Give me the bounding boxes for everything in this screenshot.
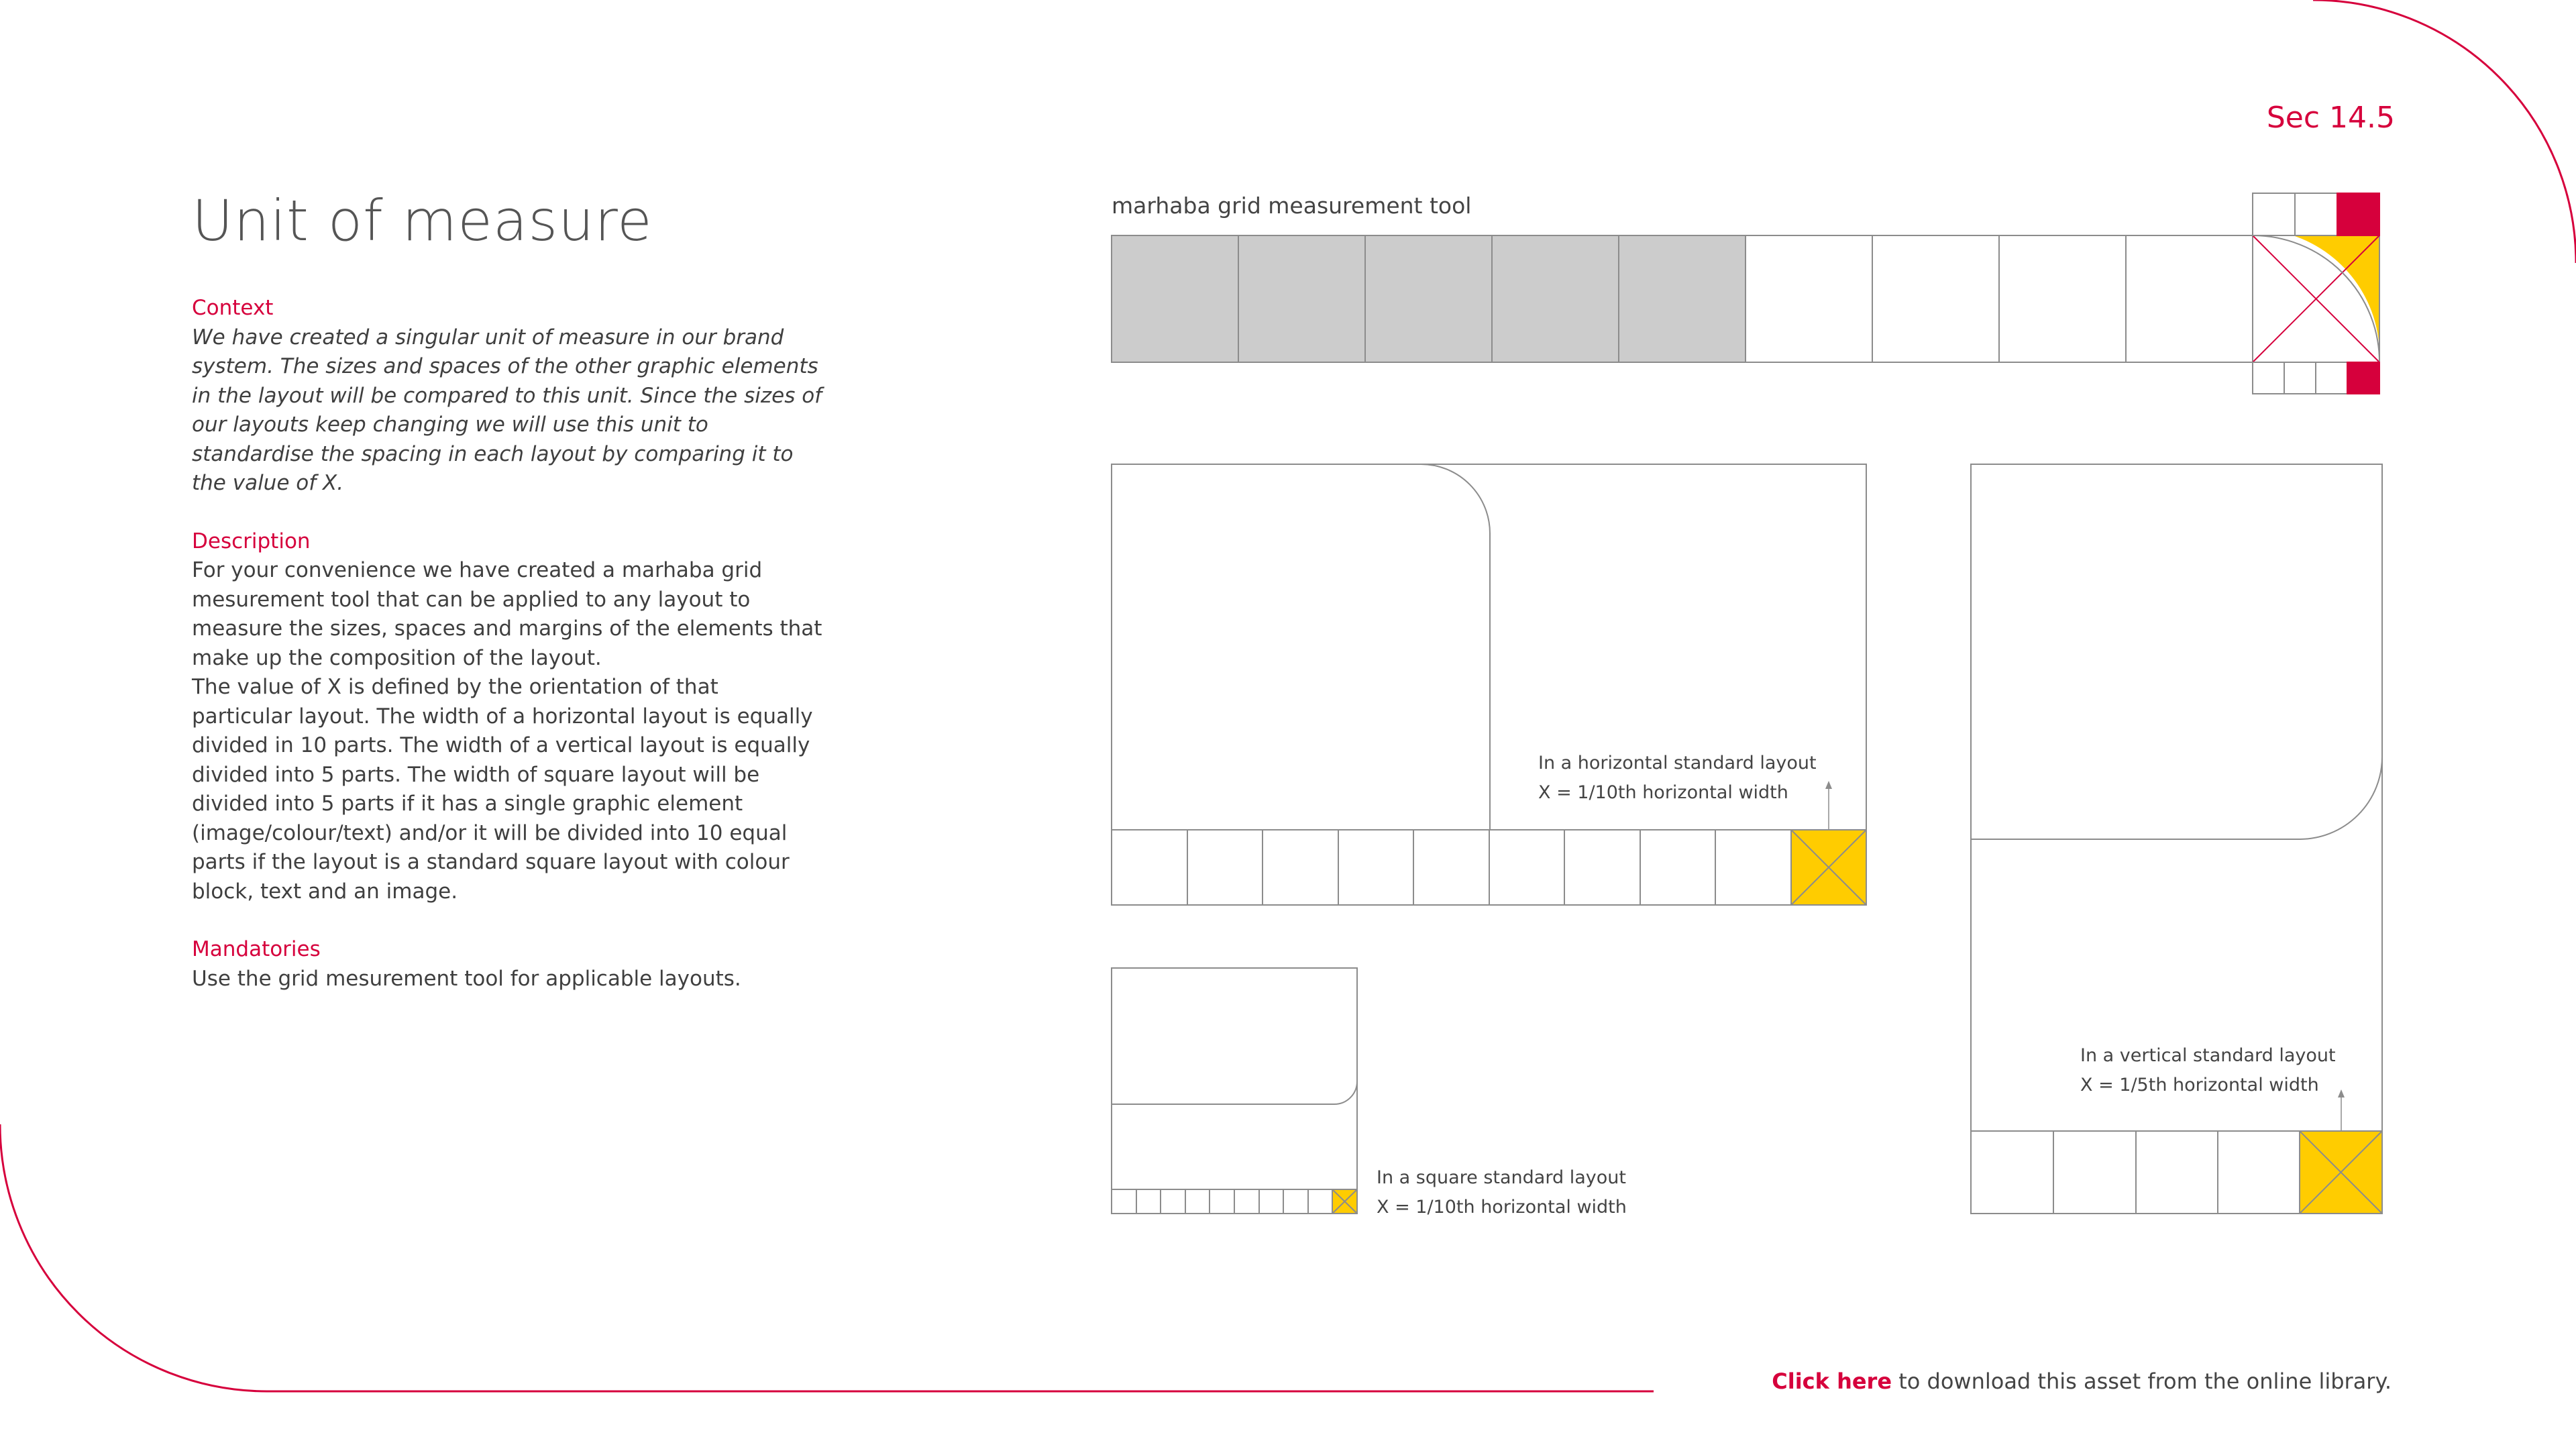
vertical-note-line-1: In a vertical standard layout bbox=[2080, 1045, 2336, 1066]
vertical-note-line-2: X = 1/5th horizontal width bbox=[2080, 1075, 2319, 1095]
square-note-line-2: X = 1/10th horizontal width bbox=[1377, 1197, 1627, 1218]
horizontal-layout-diagram bbox=[1112, 464, 1866, 905]
footer-download bbox=[1772, 1368, 2392, 1394]
horizontal-note-line-1: In a horizontal standard layout bbox=[1538, 753, 1817, 773]
page-title: Unit of measure bbox=[192, 188, 653, 254]
body-copy bbox=[192, 294, 822, 994]
tool-label: marhaba grid measurement tool bbox=[1112, 193, 1472, 219]
unit-cell-yellow-corner bbox=[2293, 235, 2379, 362]
mandatories-text: Use the grid mesurement tool for applicable layouts. bbox=[192, 966, 741, 991]
mandatories-heading: Mandatories bbox=[192, 937, 321, 961]
description-heading: Description bbox=[192, 529, 311, 553]
footer-text: to download this asset from the online library. bbox=[1892, 1368, 2392, 1394]
square-note-line-1: In a square standard layout bbox=[1377, 1167, 1626, 1188]
unit-cell-detail bbox=[2253, 193, 2379, 394]
download-link[interactable]: Click here bbox=[1772, 1368, 1892, 1394]
unit-cell-accent-bottom bbox=[2347, 362, 2379, 394]
section-number: Sec 14.5 bbox=[2266, 101, 2395, 135]
horizontal-note-line-2: X = 1/10th horizontal width bbox=[1538, 782, 1788, 803]
measurement-tool-strip bbox=[1112, 235, 2253, 362]
square-note bbox=[1377, 1163, 1627, 1222]
vertical-note bbox=[2080, 1041, 2336, 1100]
square-layout-diagram bbox=[1112, 968, 1357, 1214]
horizontal-note bbox=[1538, 749, 1817, 808]
description-text-2: The value of X is defined by the orientation of that particular layout. The width of a horizontal layout is equally divided in 10 parts. The width of a vertical layout is equally divided into 5 parts. The width of square layout will be divided into 5 parts if it has a single graphic element (image/colour/text) and/or it will be divided into 10 equal parts if the layout is a standard square layout with colour block, text and an image. bbox=[192, 675, 813, 904]
description-text-1: For your convenience we have created a marhaba grid mesurement tool that can be applied to any layout to measure the sizes, spaces and margins of the elements that make up the composition of the layout. bbox=[192, 558, 822, 670]
unit-cell-accent-top bbox=[2337, 193, 2379, 235]
context-text: We have created a singular unit of measure in our brand system. The sizes and spaces of the other graphic elements in the layout will be compared to this unit. Since the sizes of our layouts keep changing we will use this unit to standardise the spacing in each layout by comparing it to the value of X. bbox=[192, 325, 822, 495]
vertical-layout-diagram bbox=[1971, 464, 2382, 1214]
context-heading: Context bbox=[192, 296, 274, 320]
